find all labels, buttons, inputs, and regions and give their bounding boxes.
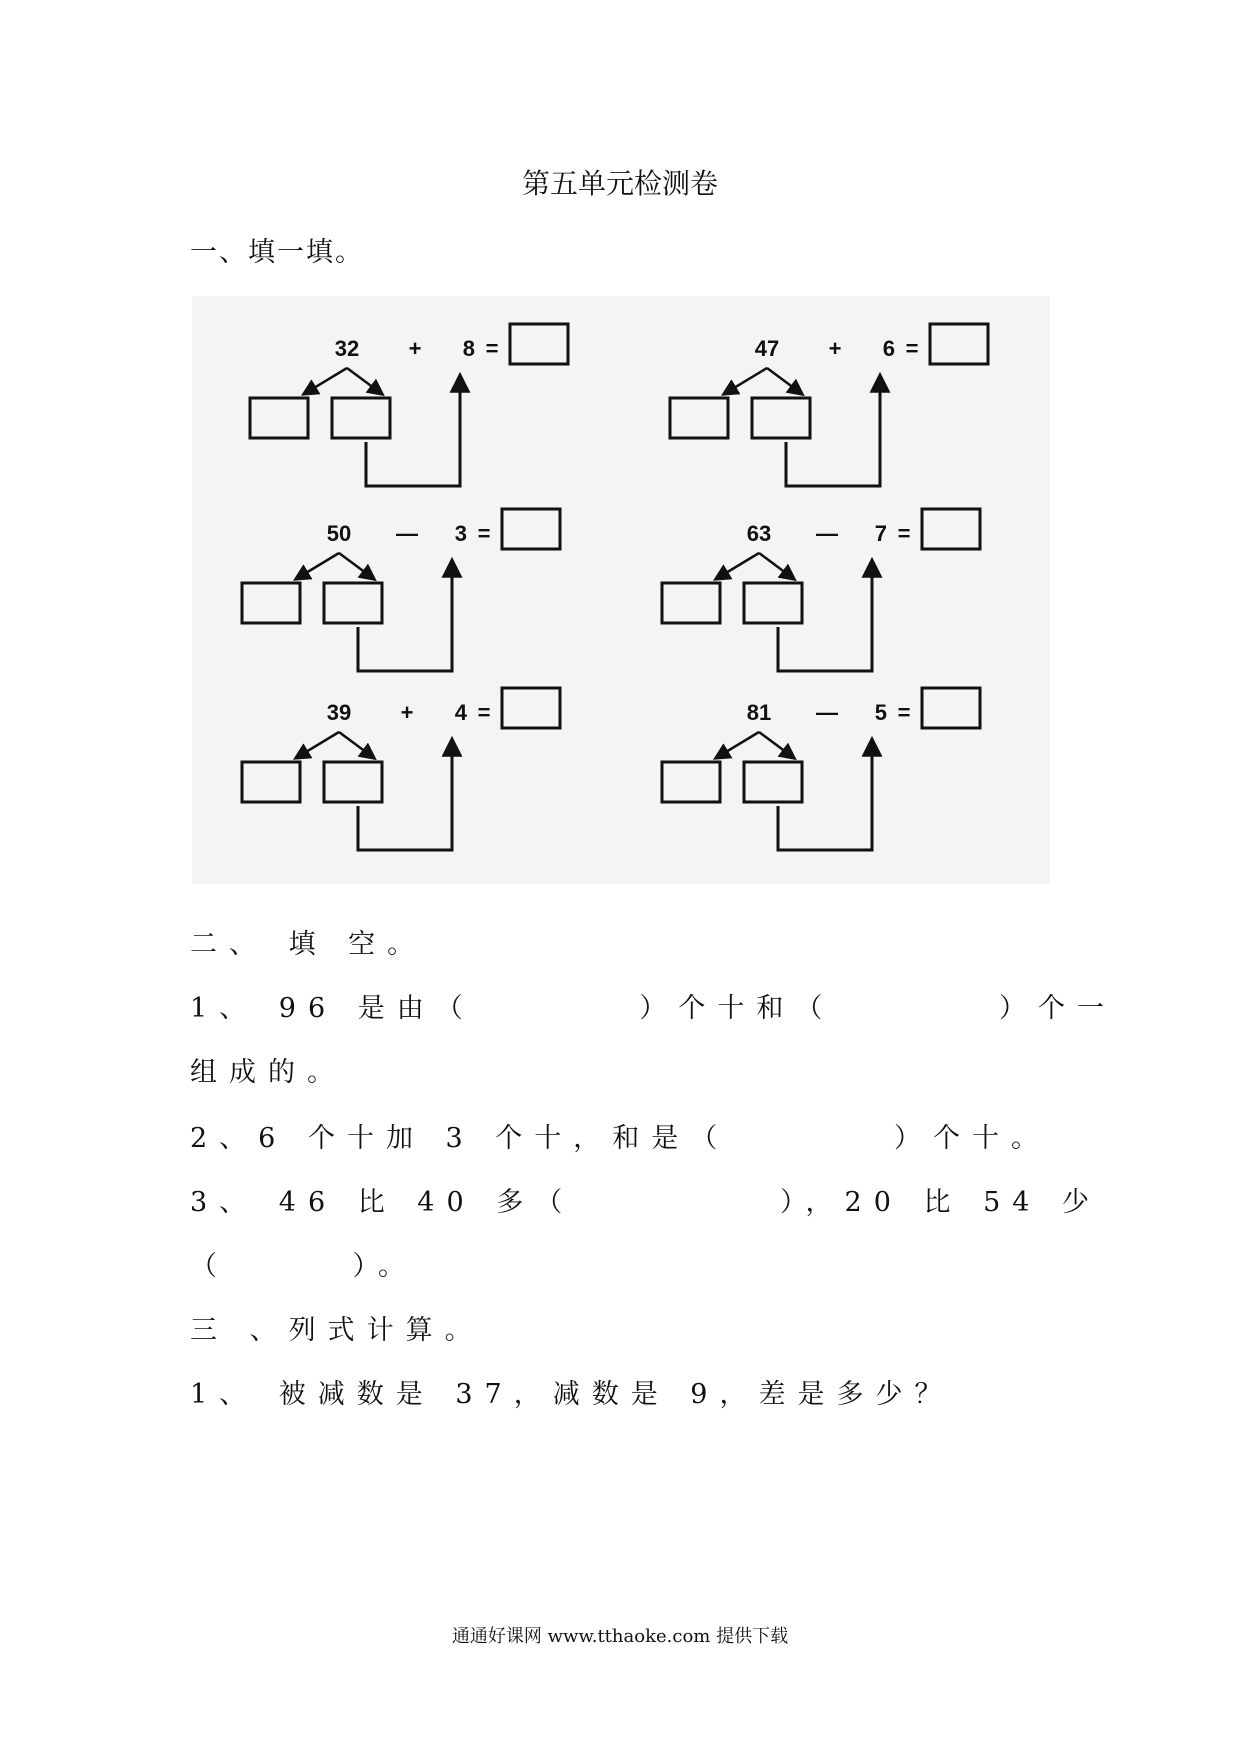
problem-6-addend: 81 bbox=[746, 700, 772, 725]
problem-3-tens-box bbox=[242, 583, 300, 623]
problem-4-equals: = bbox=[897, 521, 911, 546]
problem-1-second-number: 8 bbox=[462, 336, 475, 361]
problem-6-equals: = bbox=[897, 700, 911, 725]
section-3-heading: 三 、列式计算。 bbox=[190, 1315, 484, 1346]
problem-1-ones-box bbox=[332, 398, 390, 438]
problem-1-split-arrow-right bbox=[347, 368, 382, 394]
problem-5-ones-box bbox=[324, 762, 382, 802]
question-2-1-line-2: 组成的。 bbox=[190, 1057, 346, 1088]
page-title: 第五单元检测卷 bbox=[521, 167, 718, 200]
problem-3-answer-box bbox=[502, 509, 560, 549]
problem-1-operator: + bbox=[408, 336, 422, 361]
problem-4-tens-box bbox=[662, 583, 720, 623]
problem-4-addend: 63 bbox=[746, 521, 772, 546]
problem-3-addend: 50 bbox=[326, 521, 352, 546]
problem-3-split-arrow-right bbox=[339, 553, 374, 579]
diagram-canvas bbox=[192, 296, 1050, 884]
problem-1-equals: = bbox=[485, 336, 499, 361]
problem-2-addend: 47 bbox=[754, 336, 780, 361]
problem-3-split-arrow-left bbox=[296, 553, 339, 579]
problem-5-addend: 39 bbox=[326, 700, 352, 725]
problem-2-operator: + bbox=[828, 336, 842, 361]
problem-3-operator: — bbox=[396, 521, 418, 546]
problem-5-equals: = bbox=[477, 700, 491, 725]
problem-5-split-arrow-right bbox=[339, 732, 374, 758]
problem-4-operator: — bbox=[816, 521, 838, 546]
problem-2-split-arrow-left bbox=[724, 368, 767, 394]
problem-2-answer-box bbox=[930, 324, 988, 364]
question-3-1: 1、 被减数是 37，减数是 9，差是多少？ bbox=[190, 1379, 954, 1410]
problem-6-ones-box bbox=[744, 762, 802, 802]
problem-3-ones-box bbox=[324, 583, 382, 623]
problem-5-answer-box bbox=[502, 688, 560, 728]
problem-5-operator: + bbox=[400, 700, 414, 725]
question-2-2: 2、6 个十加 3 个十，和是（ ）个十。 bbox=[190, 1123, 1050, 1154]
problem-4-split-arrow-left bbox=[716, 553, 759, 579]
question-2-3-line-2: （ ）。 bbox=[190, 1251, 417, 1282]
question-2-1-line-1: 1、 96 是由（ ）个十和（ ）个一 bbox=[190, 993, 1117, 1024]
problem-3-second-number: 3 bbox=[454, 521, 467, 546]
problem-2-equals: = bbox=[905, 336, 919, 361]
question-2-3-line-1: 3、 46 比 40 多（ ），20 比 54 少 bbox=[190, 1187, 1102, 1218]
split-number-diagram bbox=[192, 296, 1050, 884]
problem-1-tens-box bbox=[250, 398, 308, 438]
problem-5-tens-box bbox=[242, 762, 300, 802]
problem-5-split-arrow-left bbox=[296, 732, 339, 758]
footer-credit: 通通好课网 www.tthaoke.com 提供下载 bbox=[451, 1626, 789, 1647]
problem-2-ones-box bbox=[752, 398, 810, 438]
section-2-heading: 二、 填 空。 bbox=[190, 929, 427, 960]
problem-5-second-number: 4 bbox=[454, 700, 467, 725]
problem-6-answer-box bbox=[922, 688, 980, 728]
problem-2-tens-box bbox=[670, 398, 728, 438]
problem-4-ones-box bbox=[744, 583, 802, 623]
problem-2-split-arrow-right bbox=[767, 368, 802, 394]
problem-1-split-arrow-left bbox=[304, 368, 347, 394]
problem-6-split-arrow-right bbox=[759, 732, 794, 758]
problem-4-answer-box bbox=[922, 509, 980, 549]
problem-6-operator: — bbox=[816, 700, 838, 725]
problem-3-equals: = bbox=[477, 521, 491, 546]
problem-6-split-arrow-left bbox=[716, 732, 759, 758]
problem-4-second-number: 7 bbox=[874, 521, 887, 546]
problem-6-tens-box bbox=[662, 762, 720, 802]
problem-1-addend: 32 bbox=[334, 336, 360, 361]
problem-4-split-arrow-right bbox=[759, 553, 794, 579]
problem-6-second-number: 5 bbox=[874, 700, 887, 725]
section-1-heading: 一、填一填。 bbox=[190, 237, 364, 268]
problem-2-second-number: 6 bbox=[882, 336, 895, 361]
problem-1-answer-box bbox=[510, 324, 568, 364]
